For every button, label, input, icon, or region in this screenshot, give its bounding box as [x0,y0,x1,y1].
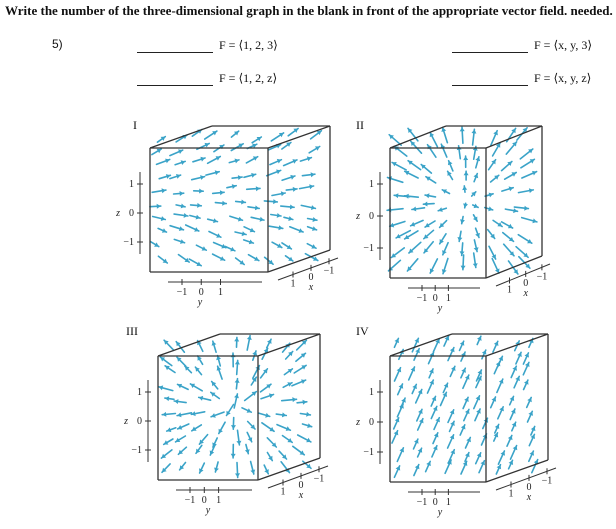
box-edge [486,460,548,482]
y-tick-label: 0 [201,495,207,506]
y-tick-label: 1 [218,287,223,298]
z-tick-label: 1 [129,179,134,190]
z-tick-label: −1 [363,447,374,458]
y-tick-label: 0 [432,497,438,508]
z-axis-label: z [356,211,360,222]
graph-label-I: I [133,118,137,132]
z-tick-label: −1 [131,445,142,456]
z-tick-label: 0 [137,416,142,427]
y-axis-label: y [437,303,443,314]
z-tick-label: 1 [369,387,374,398]
x-tick-label: 0 [308,271,314,283]
y-tick-label: 1 [216,495,222,506]
problem-number: 5) [52,37,63,51]
x-tick-label: 1 [290,278,296,290]
y-tick-label: 0 [432,293,438,304]
y-tick-label: 1 [445,293,451,304]
y-tick-label: −1 [176,287,188,298]
x-tick-label: −1 [313,473,325,485]
field-label-4: F = ⟨x, y, z⟩ [534,71,592,85]
x-tick-label: −1 [541,475,553,487]
y-tick-label: −1 [184,495,196,506]
x-axis-label: x [523,287,528,299]
x-axis-label: x [308,281,314,293]
graph-label-II: II [356,118,364,132]
y-axis-label: y [197,297,203,308]
x-tick-label: 0 [523,277,529,289]
z-tick-label: 0 [369,417,374,428]
x-tick-label: −1 [536,271,548,283]
y-axis-label: y [437,507,443,518]
x-tick-label: 1 [280,486,286,498]
z-tick-label: 1 [369,179,374,190]
x-axis-label: x [526,491,532,503]
x-tick-label: −1 [323,265,335,277]
x-axis-label: x [298,489,304,501]
field-label-1: F = ⟨1, 2, 3⟩ [219,38,278,52]
z-axis-label: z [116,208,120,219]
z-tick-label: −1 [363,243,374,254]
z-tick-label: −1 [123,237,134,248]
z-axis-label: z [356,417,360,428]
z-tick-label: 1 [137,387,142,398]
graph-label-IV: IV [356,324,369,338]
x-tick-label: 0 [298,479,304,491]
z-tick-label: 0 [129,208,134,219]
y-tick-label: 0 [198,287,204,298]
graph-label-III: III [126,324,138,338]
field-label-2: F = ⟨1, 2, z⟩ [219,71,278,85]
y-tick-label: −1 [416,293,428,304]
x-tick-label: 0 [526,481,532,493]
y-tick-label: −1 [416,497,428,508]
x-tick-label: 1 [507,284,512,296]
x-tick-label: 1 [508,488,514,500]
y-axis-label: y [205,505,211,516]
y-tick-label: 1 [445,497,451,508]
box-edge [390,334,452,356]
instructions: Write the number of the three-dimensional graph in the blank in front of the appropriate vector field. needed. [5,3,613,18]
field-label-3: F = ⟨x, y, 3⟩ [534,38,593,52]
z-tick-label: 0 [369,211,374,222]
z-axis-label: z [124,416,128,427]
